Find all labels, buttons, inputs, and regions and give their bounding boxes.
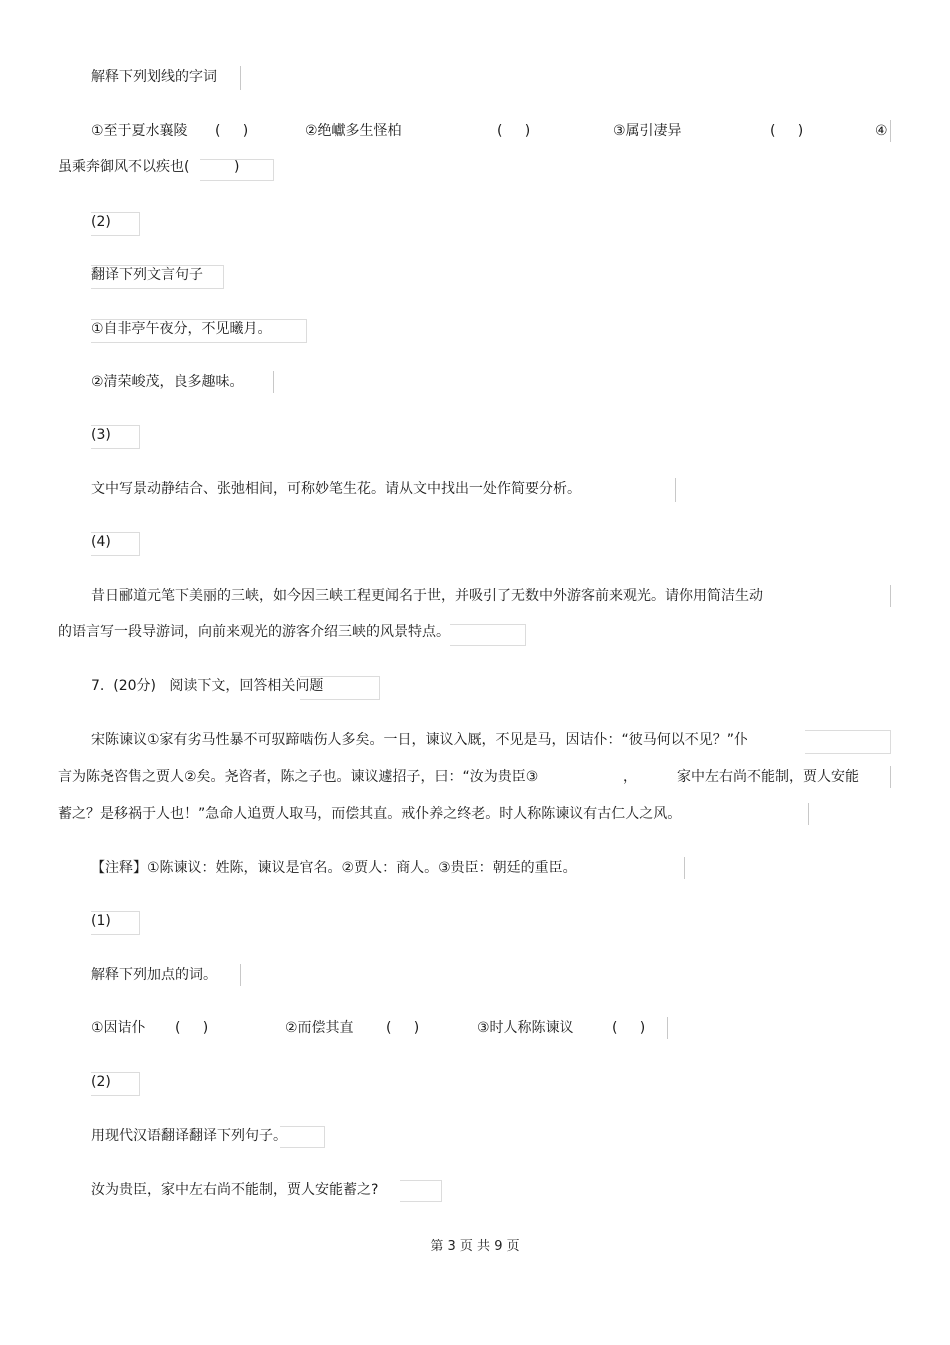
answer-blank: ( ) [386,1020,420,1036]
answer-box-edge [684,857,685,879]
question-item-3: ③属引凄异 [613,123,682,139]
answer-box-edge [273,371,274,393]
word-item-3: ③时人称陈谏议 [477,1020,574,1036]
guide-question-line-2: 的语言写一段导游词，向前来观光的游客介绍三峡的风景特点。 [58,624,450,640]
guide-question-line-1: 昔日郦道元笔下美丽的三峡，如今因三峡工程更闻名于世，并吸引了无数中外游客前来观光。请你用简洁生动 [91,588,763,604]
answer-box [280,1126,325,1148]
subquestion-number: (2) [91,214,111,230]
answer-box-edge [675,478,676,502]
translate-sentence-2: ②清荣峻茂，良多趣味。 [91,374,244,390]
translate-sentence-3: 汝为贵臣，家中左右尚不能制，贾人安能蓄之? [91,1182,379,1198]
answer-box-edge [667,1017,668,1039]
subquestion-number: (2) [91,1074,111,1090]
instruction-translate: 翻译下列文言句子 [91,267,203,283]
answer-box [805,730,891,754]
answer-box-edge [890,766,891,788]
answer-box [91,532,140,556]
answer-box [91,425,140,449]
answer-box [91,212,140,236]
answer-box [400,1180,442,1202]
subquestion-number: (3) [91,427,111,443]
word-item-2: ②而偿其直 [285,1020,354,1036]
answer-box [200,159,274,181]
answer-blank: ( ) [215,123,249,139]
answer-box-edge [890,585,891,607]
analysis-question: 文中写景动静结合、张弛相间，可称妙笔生花。请从文中找出一处作简要分析。 [91,481,581,497]
passage-line-2b: 家中左右尚不能制，贾人安能 [677,769,859,785]
translate-sentence-1: ①自非亭午夜分，不见曦月。 [91,321,272,337]
question-item-4: ④ [875,123,888,139]
answer-blank: ( ) [497,123,531,139]
answer-box [91,1072,140,1096]
answer-box-edge [890,120,891,142]
answer-box [91,319,307,343]
answer-box [91,265,224,289]
page-number-footer: 第 3 页 共 9 页 [430,1239,520,1254]
answer-blank: ( ) [612,1020,646,1036]
answer-box [450,624,526,646]
passage-line-2-comma: ， [623,769,637,785]
question-item-2: ②绝巘多生怪柏 [305,123,402,139]
question-item-4-text: 虽乘奔御风不以疾也( ) [58,159,240,175]
answer-box-edge [240,964,241,986]
instruction-explain-underlined: 解释下列划线的字词 [91,69,217,85]
passage-notes: 【注释】①陈谏议：姓陈，谏议是官名。②贾人：商人。③贵臣：朝廷的重臣。 [91,860,577,876]
passage-line-3: 蓄之？是移祸于人也！”急命人追贾人取马，而偿其直。戒仆养之终老。时人称陈谏议有古仁人之风。 [58,806,682,822]
question-item-1: ①至于夏水襄陵 [91,123,188,139]
answer-box-edge [808,803,809,825]
instruction-explain-dotted: 解释下列加点的词。 [91,967,217,983]
answer-box-edge [240,66,241,90]
answer-box [300,676,380,700]
answer-blank: ( ) [770,123,804,139]
question-7-header: 7. (20分) 阅读下文，回答相关问题 [91,678,324,694]
answer-box [91,911,140,935]
instruction-translate-modern: 用现代汉语翻译翻译下列句子。 [91,1128,287,1144]
answer-blank: ( ) [175,1020,209,1036]
word-item-1: ①因诘仆 [91,1020,146,1036]
passage-line-2a: 言为陈尧咨售之贾人②矣。尧咨者，陈之子也。谏议遽招子，曰：“汝为贵臣③ [58,769,539,785]
passage-line-1: 宋陈谏议①家有劣马性暴不可驭蹄啮伤人多矣。一日，谏议入厩，不见是马，因诘仆：“彼马何以不见？”仆 [91,732,749,748]
subquestion-number: (4) [91,534,111,550]
subquestion-number: (1) [91,913,111,929]
